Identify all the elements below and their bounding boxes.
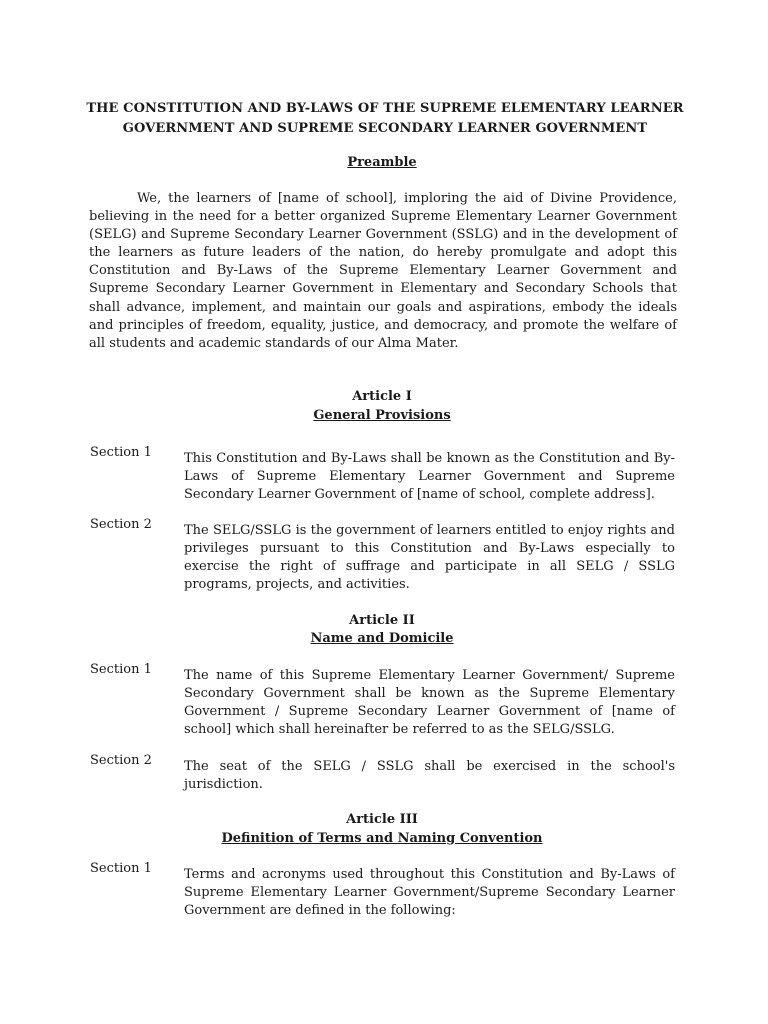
article-2-section-2-text: The seat of the SELG / SSLG shall be exercised in the school's jurisdiction. (184, 759, 675, 793)
article-1-section-1-text: This Constitution and By-Laws shall be known as the Constitution and By-Laws of Supreme Elementary Learner Government and Supreme Secondary Learner Government of [name of school, complete address]. (184, 451, 675, 503)
article-3-label: Article III (346, 812, 418, 827)
article-2-section-1-label: Section 1 (90, 662, 152, 677)
article-1-title: General Provisions (313, 408, 451, 423)
preamble-text: We, the learners of [name of school], imploring the aid of Divine Providence, believing in the need for a better organized Supreme Elementary Learner Government (SELG) and Supreme Secondary Learner Government (SSLG) and in the development of the learners as future leaders of the nation, do hereby promulgate and adopt this Constitution and By-Laws of the Supreme Elementary Learner Government and Supreme Secondary Learner Government in Elementary and Secondary Schools that shall advance, implement, and maintain our goals and aspirations, embody the ideals and principles of freedom, equality, justice, and democracy, and promote the welfare of all students and academic standards of our Alma Mater. (89, 191, 677, 351)
article-1-label: Article I (352, 389, 412, 404)
preamble-heading: Preamble (347, 155, 417, 170)
article-2-section-2-label: Section 2 (90, 753, 152, 768)
article-3-section-1-text: Terms and acronyms used throughout this Constitution and By-Laws of Supreme Elementary Learner Government/Supreme Secondary Learner Government are defined in the following: (184, 867, 675, 919)
article-1-section-1-label: Section 1 (90, 445, 152, 460)
article-2-section-1-text: The name of this Supreme Elementary Learner Government/ Supreme Secondary Government shall be known as the Supreme Elementary Government / Supreme Secondary Learner Government of [name of school] which shall hereinafter be referred to as the SELG/SSLG. (184, 668, 675, 738)
article-1-section-2-label: Section 2 (90, 517, 152, 532)
article-3-section-1-label: Section 1 (90, 861, 152, 876)
title-line-2: GOVERNMENT AND SUPREME SECONDARY LEARNER GOVERNMENT (122, 121, 648, 136)
document-title (80, 99, 690, 139)
article-3-title: Definition of Terms and Naming Convention (221, 831, 543, 846)
article-2-label: Article II (349, 613, 415, 628)
article-1-section-2-text: The SELG/SSLG is the government of learners entitled to enjoy rights and privileges pursuant to this Constitution and By-Laws especially to exercise the right of suffrage and participate in all SELG / SSLG programs, projects, and activities. (184, 523, 675, 593)
article-2-title: Name and Domicile (310, 631, 454, 646)
title-line-1: THE CONSTITUTION AND BY-LAWS OF THE SUPREME ELEMENTARY LEARNER (86, 101, 684, 116)
